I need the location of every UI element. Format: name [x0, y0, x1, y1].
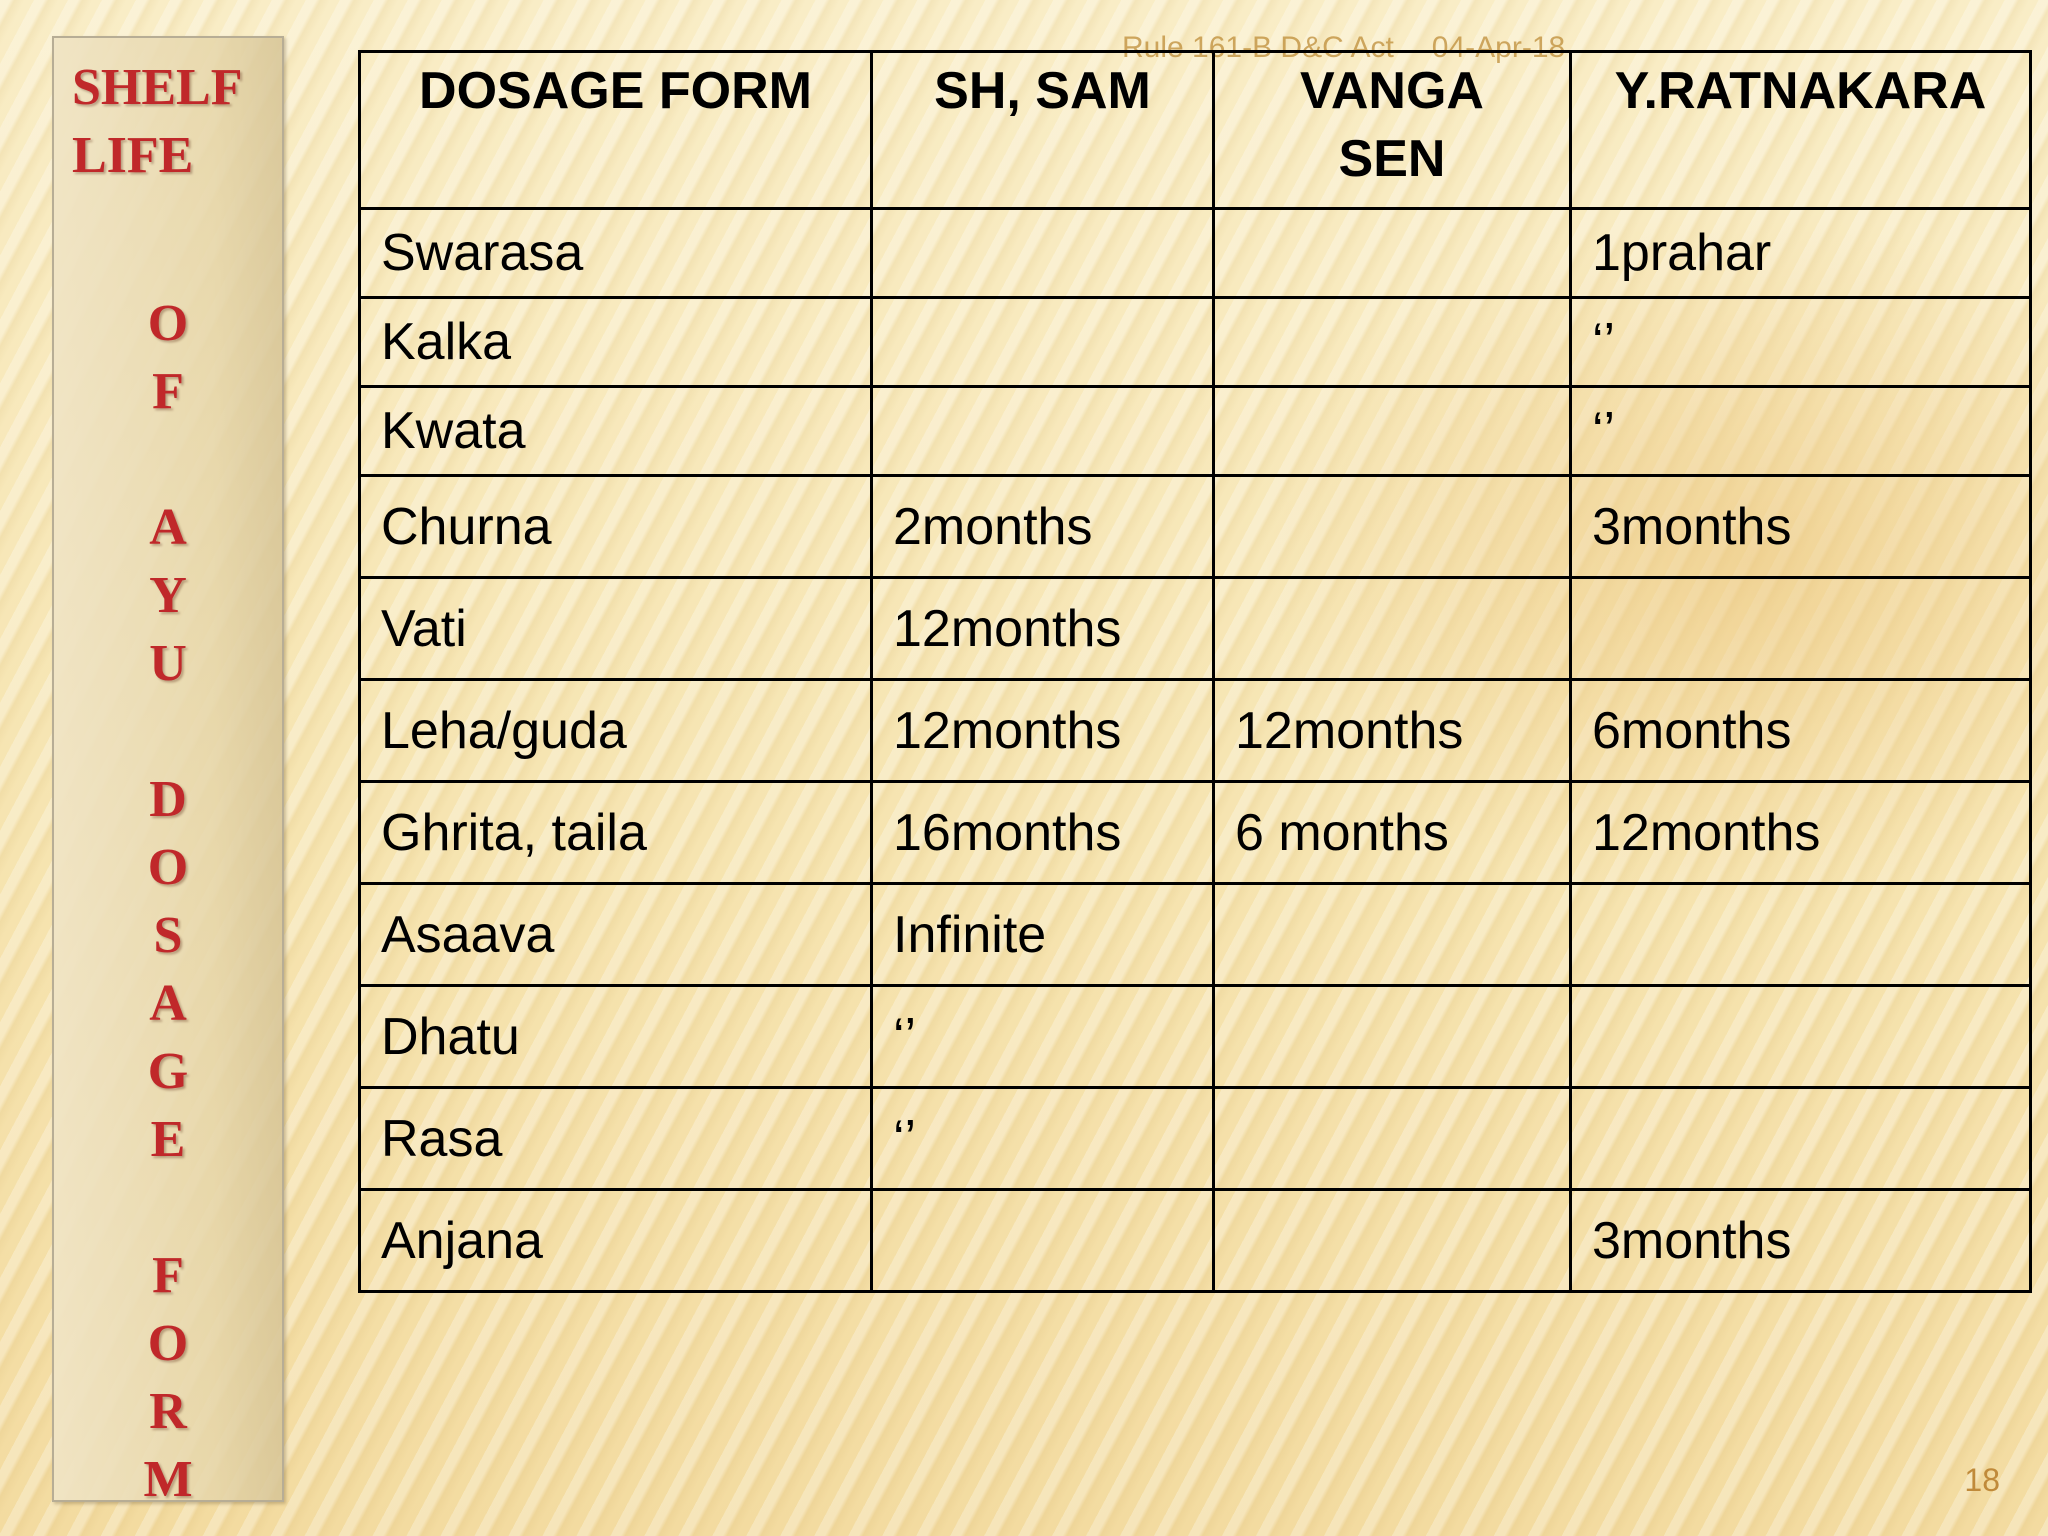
table-cell: ‘’ — [872, 1088, 1214, 1190]
table-cell: 16months — [872, 782, 1214, 884]
slide-date: 04-Apr-18 — [1431, 31, 1566, 64]
table-cell — [1214, 1190, 1571, 1292]
table-row — [360, 387, 2031, 476]
column-header-sh-sam: SH, SAM — [872, 52, 1214, 209]
table-row — [360, 782, 2031, 884]
sidebar-letter: U — [149, 635, 187, 692]
table-header-row — [360, 52, 2031, 209]
table-cell — [1571, 578, 2031, 680]
table-cell: 12months — [1214, 680, 1571, 782]
table-cell: Ghrita, taila — [360, 782, 872, 884]
table-cell: 6 months — [1214, 782, 1571, 884]
page-number: 18 — [1964, 1462, 2000, 1498]
sidebar-letter: Y — [149, 567, 187, 624]
table-row — [360, 209, 2031, 298]
sidebar-letter: F — [152, 1247, 184, 1304]
column-header-y-ratnakara: Y.RATNAKARA — [1571, 52, 2031, 209]
table-row — [360, 1190, 2031, 1292]
sidebar-title-line: SHELF — [72, 59, 243, 116]
sidebar-letter: D — [149, 771, 187, 828]
table-cell — [872, 298, 1214, 387]
vertical-title-panel — [52, 36, 284, 1508]
table-cell — [1214, 298, 1571, 387]
table-cell: 12months — [872, 680, 1214, 782]
table-cell — [1214, 476, 1571, 578]
table-cell — [1214, 209, 1571, 298]
rule-reference: Rule 161-B D&C Act — [1122, 31, 1394, 64]
sidebar-letter: O — [147, 839, 189, 896]
table-cell: 2months — [872, 476, 1214, 578]
table-cell: ‘’ — [1571, 387, 2031, 476]
table-cell — [1214, 884, 1571, 986]
shelf-life-table — [358, 50, 2032, 1293]
sidebar-letter: G — [147, 1043, 189, 1100]
table-cell: 3months — [1571, 1190, 2031, 1292]
sidebar-title — [72, 54, 243, 190]
sidebar-letter — [54, 426, 282, 494]
table-cell — [1214, 986, 1571, 1088]
table-row — [360, 476, 2031, 578]
sidebar-letter: O — [147, 1315, 189, 1372]
table-cell: Anjana — [360, 1190, 872, 1292]
table-row — [360, 1088, 2031, 1190]
table-cell: Vati — [360, 578, 872, 680]
sidebar-letter: S — [153, 907, 183, 964]
sidebar-vertical-letters — [54, 290, 282, 1514]
table-cell: 12months — [1571, 782, 2031, 884]
table-cell: Rasa — [360, 1088, 872, 1190]
table-cell: Asaava — [360, 884, 872, 986]
column-header-vanga-sen: VANGA SEN — [1214, 52, 1571, 209]
table-row — [360, 578, 2031, 680]
table-cell — [1571, 986, 2031, 1088]
table-cell: Kalka — [360, 298, 872, 387]
table-cell — [872, 387, 1214, 476]
table-cell — [1571, 1088, 2031, 1190]
table-row — [360, 680, 2031, 782]
table-cell — [1214, 1088, 1571, 1190]
sidebar-letter: A — [149, 499, 187, 556]
table-cell: 6months — [1571, 680, 2031, 782]
sidebar-letter: E — [150, 1111, 186, 1168]
table-row — [360, 884, 2031, 986]
table-cell: Swarasa — [360, 209, 872, 298]
table-cell: 3months — [1571, 476, 2031, 578]
sidebar-letter: R — [149, 1383, 187, 1440]
table-cell — [1214, 387, 1571, 476]
table-cell: Dhatu — [360, 986, 872, 1088]
column-header-dosage-form: DOSAGE FORM — [360, 52, 872, 209]
sidebar-letter — [54, 1174, 282, 1242]
table-row — [360, 298, 2031, 387]
sidebar-letter: F — [152, 363, 184, 420]
table-cell — [1571, 884, 2031, 986]
table-cell: Infinite — [872, 884, 1214, 986]
sidebar-letter — [54, 698, 282, 766]
table-cell: ‘’ — [872, 986, 1214, 1088]
table-cell — [1214, 578, 1571, 680]
table-cell: ‘’ — [1571, 298, 2031, 387]
table-cell: Kwata — [360, 387, 872, 476]
sidebar-letter: O — [147, 295, 189, 352]
table-cell — [872, 209, 1214, 298]
table-cell: Leha/guda — [360, 680, 872, 782]
table-cell: 12months — [872, 578, 1214, 680]
sidebar-title-line: LIFE — [72, 127, 194, 184]
table-cell: Churna — [360, 476, 872, 578]
sidebar-letter: M — [143, 1451, 193, 1508]
table-cell: 1prahar — [1571, 209, 2031, 298]
table-cell — [872, 1190, 1214, 1292]
table-row — [360, 986, 2031, 1088]
sidebar-letter: A — [149, 975, 187, 1032]
